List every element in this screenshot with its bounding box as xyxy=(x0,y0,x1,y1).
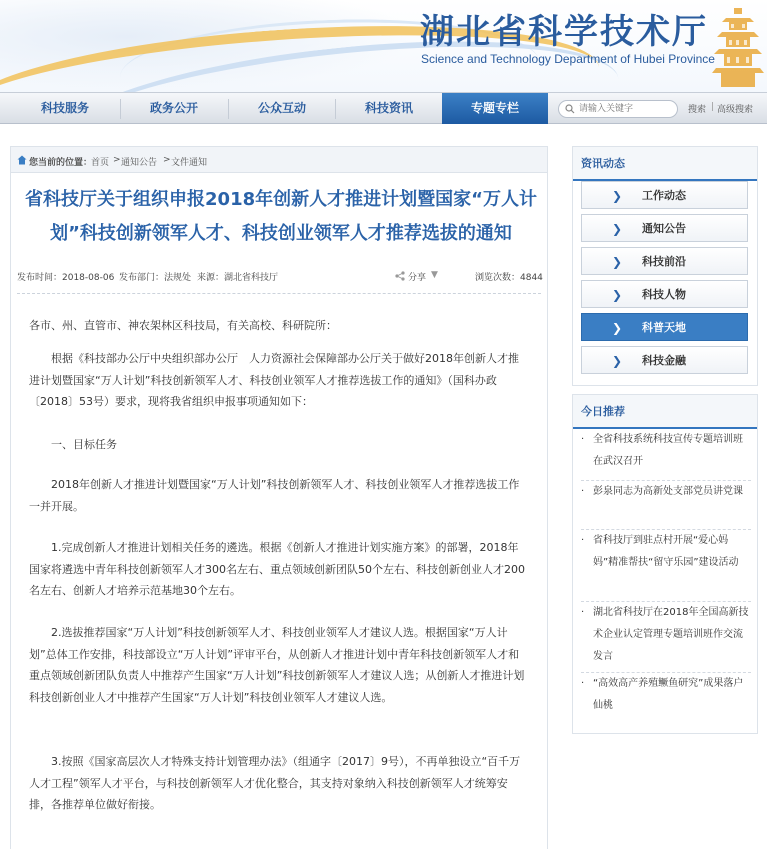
bullet-icon: · xyxy=(581,434,585,445)
body-paragraph: 2.选拔推荐国家“万人计划”科技创新领军人才、科技创业领军人才建议人选。根据国家“万人计划”总体工作安排，科技部设立“万人计划”评审平台，从创新人才推进计划中青年科技创新领军人才和重点领域创新团队负责人中推荐产生国家“万人计划”科技创新领军人才建议人选；从创新人才推进计划科技创新创业人才中推荐产生国家“万人计划”科技创业领军人才建议人选。 xyxy=(29,626,525,704)
sidebar-item-notices[interactable] xyxy=(581,214,748,242)
sidebar-item-label: 科技金融 xyxy=(642,354,686,367)
breadcrumb-separator: > xyxy=(113,155,121,165)
sidebar-item-popular-science[interactable] xyxy=(581,313,748,341)
publish-department: 发布部门：法规处 xyxy=(119,273,192,283)
home-icon xyxy=(17,155,27,165)
sidebar-item-label: 科技人物 xyxy=(642,288,686,301)
breadcrumb-prefix: 您当前的位置： xyxy=(29,158,93,168)
meta-divider xyxy=(17,293,541,294)
article-meta xyxy=(17,270,541,284)
sidebar-item-label: 通知公告 xyxy=(642,222,686,235)
article-title: 省科技厅关于组织申报2018年创新人才推进计划暨国家“万人计划”科技创新领军人才、科技创业领军人才推荐选拔的通知 xyxy=(25,189,537,244)
body-paragraph: 根据《科技部办公厅中央组织部办公厅 人力资源社会保障部办公厅关于做好2018年创新人才推进计划暨国家“万人计划”科技创新领军人才、科技创业领军人才推荐选拔工作的通知》（国科办政〔2018〕53号）要求，现将我省组织申报事项通知如下： xyxy=(29,352,519,408)
sidebar-item-label: 工作动态 xyxy=(642,189,686,202)
nav-link-separator: | xyxy=(711,102,715,112)
sidebar-item-work-news[interactable] xyxy=(581,181,748,209)
chevron-right-icon: ❯ xyxy=(612,354,623,368)
bullet-icon: · xyxy=(581,678,585,689)
sidebar-item-label: 科普天地 xyxy=(642,321,686,334)
breadcrumb-documents[interactable]: 文件通知 xyxy=(171,158,208,168)
share-dropdown-icon[interactable]: ▼ xyxy=(431,270,438,280)
nav-item-government-affairs[interactable]: 政务公开 xyxy=(149,101,198,115)
sidebar-item-tech-frontier[interactable] xyxy=(581,247,748,275)
search-link[interactable]: 搜索 xyxy=(688,105,707,115)
chevron-right-icon: ❯ xyxy=(612,189,623,203)
share-label[interactable]: 分享 xyxy=(408,273,427,283)
nav-item-tech-news[interactable]: 科技资讯 xyxy=(364,101,413,115)
chevron-right-icon: ❯ xyxy=(612,288,623,302)
main-nav xyxy=(0,92,767,124)
nav-item-special-topics[interactable]: 专题专栏 xyxy=(442,93,548,124)
recommend-sidebar-title: 今日推荐 xyxy=(573,395,757,429)
body-paragraph: 1.完成创新人才推进计划相关任务的遴选。根据《创新人才推进计划实施方案》的部署，2018年国家将遴选中青年科技创新领军人才300名左右、重点领域创新团队50个左右、科技创新创业人才200名左右、创新人才培养示范基地30个左右。 xyxy=(29,541,525,597)
site-subtitle: Science and Technology Department of Hubei Province xyxy=(421,52,715,66)
body-paragraph: 3.按照《国家高层次人才特殊支持计划管理办法》（组通字〔2017〕9号），不再单独设立“百千万人才工程”领军人才平台，与科技创新领军人才优化整合，其支持对象纳入科技创新领军人才统筹安排，各推荐单位做好衔接。 xyxy=(29,755,521,811)
sidebar-item-label: 科技前沿 xyxy=(642,255,686,268)
share-icon[interactable] xyxy=(395,271,405,281)
bullet-icon: · xyxy=(581,486,585,497)
bullet-icon: · xyxy=(581,535,585,546)
article-source: 来源：湖北省科技厅 xyxy=(197,273,279,283)
advanced-search-link[interactable]: 高级搜索 xyxy=(717,105,754,115)
news-sidebar-title: 资讯动态 xyxy=(573,147,757,181)
breadcrumb xyxy=(11,147,547,173)
breadcrumb-separator: > xyxy=(163,155,171,165)
header-banner xyxy=(0,0,767,92)
nav-item-public-interaction[interactable]: 公众互动 xyxy=(257,101,306,115)
yellow-crane-tower-icon xyxy=(712,2,764,90)
publish-date: 发布时间：2018-08-06 xyxy=(17,273,115,283)
chevron-right-icon: ❯ xyxy=(612,222,623,236)
breadcrumb-home[interactable]: 首页 xyxy=(91,158,110,168)
sidebar-item-tech-finance[interactable] xyxy=(581,346,748,374)
recommend-sidebar: 今日推荐 · 全省科技系统科技宣传专题培训班在武汉召开 · 彭泉同志为高新处支部党员讲党课 · 省科技厅到驻点村开展“爱心妈妈”精准帮扶“留守乐园”建设活动 · 湖北省科技厅在2018年全国高新技术企业认定管理专题培训班作交流发言 · “高效高产养殖鳜鱼研究”成果落户仙桃 xyxy=(572,394,758,734)
salutation-paragraph: 各市、州、直管市、神农架林区科技局，有关高校、科研院所： xyxy=(29,319,337,332)
chevron-right-icon: ❯ xyxy=(612,321,623,335)
article-panel xyxy=(10,146,548,849)
nav-item-tech-services[interactable]: 科技服务 xyxy=(40,101,89,115)
bullet-icon: · xyxy=(581,607,585,618)
search-box xyxy=(558,100,678,118)
news-sidebar xyxy=(572,146,758,386)
view-count: 浏览次数：4844 xyxy=(475,273,543,283)
sidebar-item-tech-people[interactable] xyxy=(581,280,748,308)
search-icon xyxy=(565,104,575,114)
search-input[interactable] xyxy=(579,102,675,116)
chevron-right-icon: ❯ xyxy=(612,255,623,269)
section-heading: 一、目标任务 xyxy=(29,438,117,451)
breadcrumb-notices[interactable]: 通知公告 xyxy=(121,158,158,168)
body-paragraph: 2018年创新人才推进计划暨国家“万人计划”科技创新领军人才、科技创业领军人才推荐选拔工作一并开展。 xyxy=(29,478,520,513)
site-title: 湖北省科学技术厅 xyxy=(420,12,708,52)
